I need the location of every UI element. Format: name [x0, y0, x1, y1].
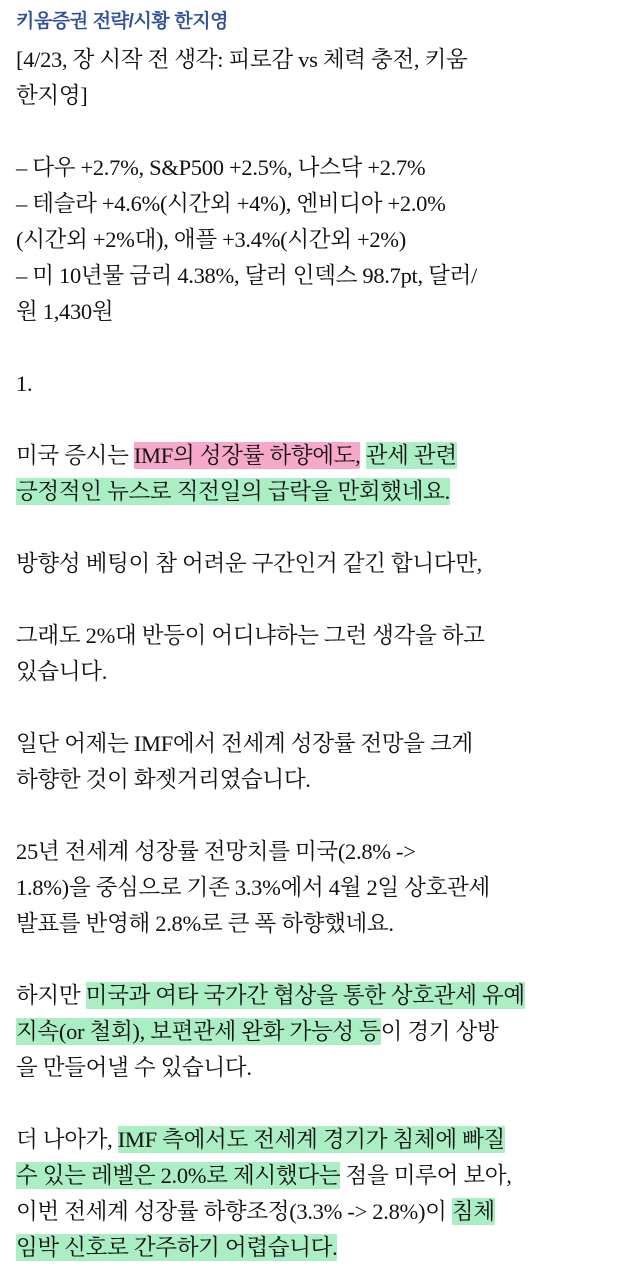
paragraph-7-line-4	[16, 1230, 624, 1266]
spacer	[16, 510, 624, 546]
post-title-line-2: 한지영]	[16, 83, 88, 108]
paragraph-7-line-2	[16, 1158, 624, 1194]
p6-green-highlight-line1: 미국과 여타 국가간 협상을 통한 상호관세 유예	[85, 983, 525, 1008]
p7-green-highlight-line3: 침체	[451, 1199, 495, 1224]
p7-green-highlight-line2: 수 있는 레벨은 2.0%로 제시했다는	[16, 1163, 341, 1188]
paragraph-5-line-2: 1.8%)을 중심으로 기존 3.3%에서 4월 2일 상호관세	[16, 875, 490, 900]
spacer	[16, 402, 624, 438]
p7-plain-mid: 점을 미루어 보아,	[340, 1163, 512, 1188]
channel-title: 키움증권 전략/시황 한지영	[16, 11, 229, 32]
p1-gap	[360, 443, 365, 468]
p1-plain-text: 미국 증시는	[16, 443, 134, 468]
market-line-3: (시간외 +2%대), 애플 +3.4%(시간외 +2%)	[16, 227, 406, 252]
market-line-5: 원 1,430원	[16, 299, 114, 324]
p7-plain-prefix: 더 나아가,	[16, 1127, 118, 1152]
post-title-line-1: [4/23, 장 시작 전 생각: 피로감 vs 체력 충전, 키움	[16, 47, 468, 72]
market-line-4: – 미 10년물 금리 4.38%, 달러 인덱스 98.7pt, 달러/	[16, 263, 477, 288]
spacer	[16, 1086, 624, 1122]
p6-green-highlight-line2: 지속(or 철회), 보편관세 완화 가능성 등	[16, 1019, 381, 1044]
spacer	[16, 942, 624, 978]
paragraph-6-line-1	[16, 978, 624, 1014]
post-body	[14, 42, 626, 1266]
p1-pink-highlight: IMF의 성장률 하향에도,	[133, 443, 361, 468]
paragraph-7-line-1	[16, 1122, 624, 1158]
spacer	[16, 582, 624, 618]
paragraph-4-line-1: 일단 어제는 IMF에서 전세계 성장률 전망을 크게	[16, 731, 473, 756]
paragraph-3-line-1: 그래도 2%대 반등이 어디냐하는 그런 생각을 하고	[16, 623, 485, 648]
paragraph-2: 방향성 베팅이 참 어려운 구간인거 같긴 합니다만,	[16, 551, 482, 576]
spacer	[16, 690, 624, 726]
market-line-2: – 테슬라 +4.6%(시간외 +4%), 엔비디아 +2.0%	[16, 191, 446, 216]
p7-green-highlight-line4: 임박 신호로 간주하기 어렵습니다.	[16, 1235, 338, 1260]
p6-plain-prefix: 하지만	[16, 983, 86, 1008]
p6-plain-suffix: 이 경기 상방	[380, 1019, 499, 1044]
paragraph-7-line-3	[16, 1194, 624, 1230]
paragraph-5-line-1: 25년 전세계 성장률 전망치를 미국(2.8% ->	[16, 839, 416, 864]
paragraph-6-line-2	[16, 1014, 624, 1050]
paragraph-6-line-3: 을 만들어낼 수 있습니다.	[16, 1055, 252, 1080]
p1-green-highlight-line2: 긍정적인 뉴스로 직전일의 급락을 만회했네요.	[16, 479, 450, 504]
p7-green-highlight-line1: IMF 측에서도 전세계 경기가 침체에 빠질	[117, 1127, 505, 1152]
p1-green-highlight: 관세 관련	[365, 443, 457, 468]
spacer	[16, 798, 624, 834]
section-number: 1.	[16, 371, 33, 396]
paragraph-1-line-1	[16, 438, 624, 474]
paragraph-5-line-3: 발표를 반영해 2.8%로 큰 폭 하향했네요.	[16, 911, 394, 936]
spacer	[16, 330, 624, 366]
paragraph-3-line-2: 있습니다.	[16, 659, 108, 684]
paragraph-1-line-2	[16, 474, 624, 510]
p7-plain-line3: 이번 전세계 성장률 하향조정(3.3% -> 2.8%)이	[16, 1199, 452, 1224]
spacer	[16, 114, 624, 150]
market-line-1: – 다우 +2.7%, S&P500 +2.5%, 나스닥 +2.7%	[16, 155, 426, 180]
paragraph-4-line-2: 하향한 것이 화젯거리였습니다.	[16, 767, 311, 792]
